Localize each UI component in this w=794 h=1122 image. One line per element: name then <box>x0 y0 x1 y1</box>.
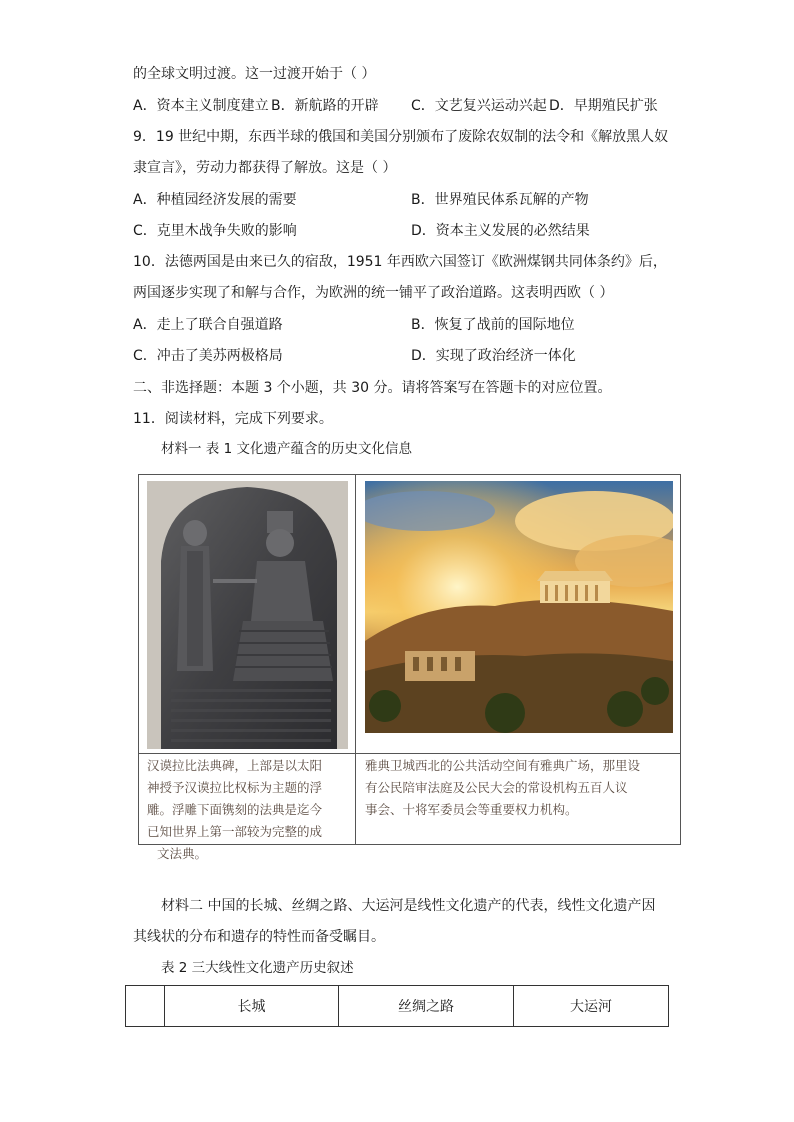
table-divider-vertical <box>355 475 356 844</box>
acropolis-illustration <box>365 481 673 733</box>
q10-option-b: B．恢复了战前的国际地位 <box>411 317 575 333</box>
table2-header-great-wall: 长城 <box>164 986 338 1026</box>
acropolis-description <box>365 755 640 821</box>
q8-option-c: C．文艺复兴运动兴起 <box>411 98 547 114</box>
q9-option-b: B．世界殖民体系瓦解的产物 <box>411 192 589 208</box>
q10-option-d: D．实现了政治经济一体化 <box>411 348 576 364</box>
table2 <box>125 985 669 1027</box>
stele-desc-line: 文法典。 <box>157 846 208 861</box>
table2-header-empty <box>126 986 164 1026</box>
material1-caption: 材料一 表 1 文化遗产蕴含的历史文化信息 <box>161 441 412 457</box>
athens-acropolis-photo <box>365 481 673 733</box>
q9-option-c: C．克里木战争失败的影响 <box>133 223 297 239</box>
acropolis-desc-line: 雅典卫城西北的公共活动空间有雅典广场，那里设 <box>365 758 641 773</box>
q9-stem-2: 隶宣言》，劳动力都获得了解放。这是（ ） <box>133 160 397 176</box>
section-2-heading: 二、非选择题：本题 3 个小题，共 30 分。请将答案写在答题卡的对应位置。 <box>133 380 612 396</box>
table2-header-grand-canal: 大运河 <box>513 986 668 1026</box>
q10-stem-2: 两国逐步实现了和解与合作，为欧洲的统一铺平了政治道路。这表明西欧（ ） <box>133 285 614 301</box>
q8-option-b: B．新航路的开辟 <box>271 98 379 114</box>
q10-stem-1: 10．法德两国是由来已久的宿敌，1951 年西欧六国签订《欧洲煤钢共同体条约》后， <box>133 254 667 270</box>
acropolis-desc-line: 事会、十将军委员会等重要权力机构。 <box>365 802 578 817</box>
q10-option-a: A．走上了联合自强道路 <box>133 317 283 333</box>
q9-option-d: D．资本主义发展的必然结果 <box>411 223 590 239</box>
stele-desc-line: 汉谟拉比法典碑，上部是以太阳 <box>147 758 323 773</box>
stele-desc-line: 雕。浮雕下面镌刻的法典是迄今 <box>147 802 323 817</box>
q8-option-d: D．早期殖民扩张 <box>549 98 658 114</box>
q9-option-a: A．种植园经济发展的需要 <box>133 192 297 208</box>
table2-caption: 表 2 三大线性文化遗产历史叙述 <box>161 960 354 976</box>
stele-description <box>147 755 322 865</box>
material2-text-2: 其线状的分布和遗存的特性而备受瞩目。 <box>133 929 385 945</box>
table-divider-horizontal <box>139 753 680 754</box>
table2-header-silk-road: 丝绸之路 <box>338 986 513 1026</box>
q11-stem: 11．阅读材料，完成下列要求。 <box>133 411 333 427</box>
q10-option-c: C．冲击了美苏两极格局 <box>133 348 283 364</box>
q8-option-a: A．资本主义制度建立 <box>133 98 269 114</box>
stele-desc-line: 神授予汉谟拉比权标为主题的浮 <box>147 780 323 795</box>
stele-desc-line: 已知世界上第一部较为完整的成 <box>147 824 323 839</box>
hammurabi-stele-photo <box>147 481 348 749</box>
acropolis-desc-line: 有公民陪审法庭及公民大会的常设机构五百人议 <box>365 780 628 795</box>
q9-stem-1: 9．19 世纪中期，东西半球的俄国和美国分别颁布了废除农奴制的法令和《解放黑人奴 <box>133 129 669 145</box>
material1-table <box>138 474 681 861</box>
stele-illustration <box>147 481 348 749</box>
material2-text-1: 材料二 中国的长城、丝绸之路、大运河是线性文化遗产的代表，线性文化遗产因 <box>161 898 656 914</box>
q8-continuation: 的全球文明过渡。这一过渡开始于（ ） <box>133 66 376 82</box>
